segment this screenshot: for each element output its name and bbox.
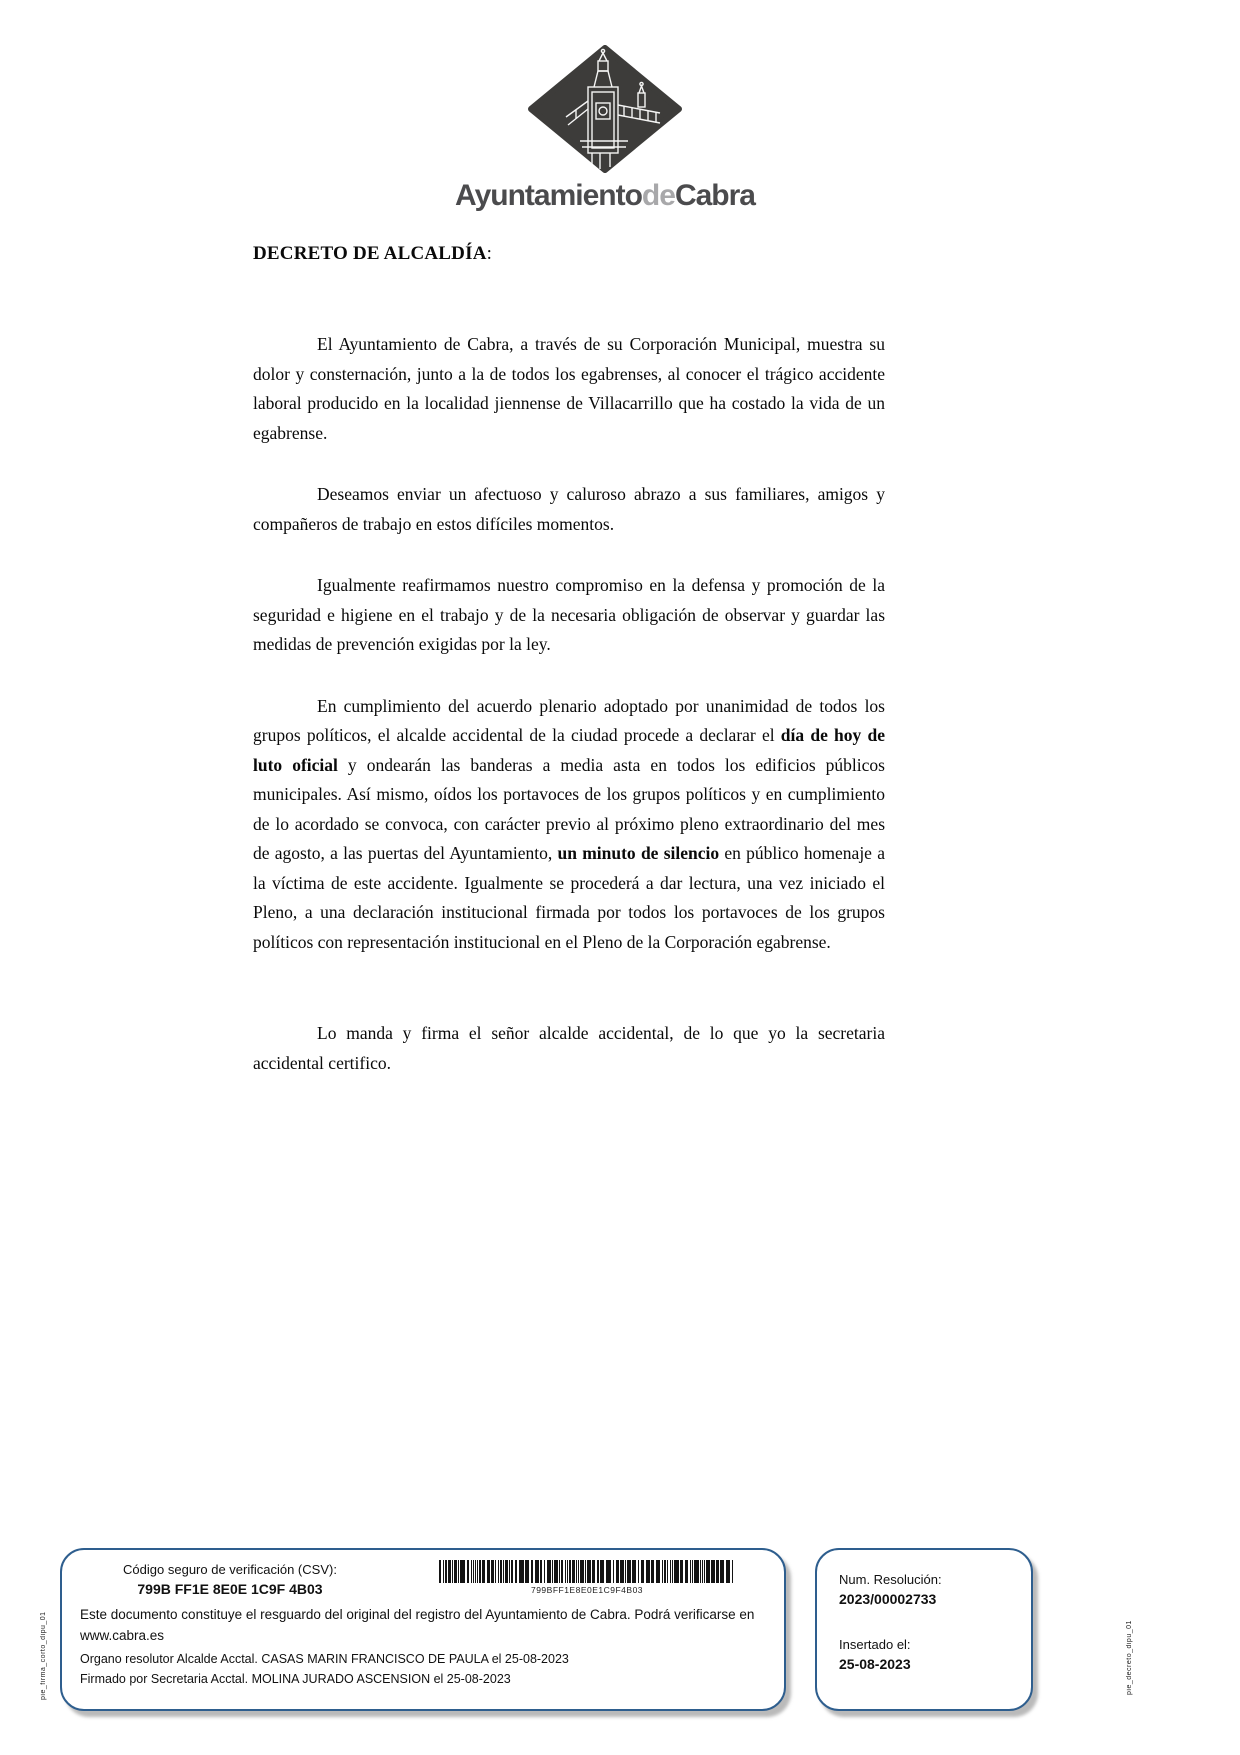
- document-body: [253, 330, 885, 1110]
- verification-box: [60, 1548, 786, 1711]
- csv-label: Código seguro de verificación (CSV):: [123, 1562, 337, 1577]
- verification-text: Este documento constituye el resguardo del original del registro del Ayuntamiento de Cabra. Podrá verificarse en www.cabra.es: [80, 1607, 755, 1643]
- resolution-number: 2023/00002733: [839, 1591, 937, 1607]
- resolution-label: Num. Resolución:: [839, 1572, 942, 1587]
- inserted-date: 25-08-2023: [839, 1656, 911, 1672]
- signed-line: Firmado por Secretaria Acctal. MOLINA JURADO ASCENSION el 25-08-2023: [80, 1672, 511, 1686]
- decree-title-text: DECRETO DE ALCALDÍA: [253, 243, 487, 264]
- logo-text-ayuntamiento: Ayuntamiento: [455, 179, 642, 212]
- csv-code: 799B FF1E 8E0E 1C9F 4B03: [137, 1581, 323, 1597]
- barcode: [421, 1560, 753, 1583]
- inserted-label: Insertado el:: [839, 1637, 911, 1652]
- town-hall-logo: [0, 45, 1210, 213]
- cabra-monument-icon: [526, 45, 684, 173]
- resolutor-line: Organo resolutor Alcalde Acctal. CASAS MARIN FRANCISCO DE PAULA el 25-08-2023: [80, 1652, 569, 1666]
- decree-title-colon: :: [486, 243, 493, 264]
- resolution-spacer: [839, 1607, 1031, 1637]
- side-code-right: pie_decreto_dipu_01: [1126, 1620, 1133, 1695]
- paragraph: Deseamos enviar un afectuoso y caluroso abrazo a sus familiares, amigos y compañeros de trabajo en estos difíciles momentos.: [253, 484, 885, 534]
- barcode-text: 799BFF1E8E0E1C9F4B03: [530, 1585, 644, 1595]
- logo-text-de: de: [641, 179, 675, 212]
- paragraph: En cumplimiento del acuerdo plenario adoptado por unanimidad de todos los grupos políticos, el alcalde accidental de la ciudad procede a declarar el día de hoy de luto oficial y ondearán las banderas a media asta en todos los edificios públicos municipales. Así mismo, oídos los portavoces de los grupos políticos y en cumplimiento de lo acordado se convoca, con carácter previo al próximo pleno extraordinario del mes de agosto, a las puertas del Ayuntamiento, un minuto de silencio en público homenaje a la víctima de este accidente. Igualmente se procederá a dar lectura, una vez iniciado el Pleno, a una declaración institucional firmada por todos los portavoces de los grupos políticos con representación institucional en el Pleno de la Corporación egabrense.: [253, 695, 885, 952]
- barcode-block: [380, 1558, 766, 1595]
- decree-title: [253, 243, 492, 265]
- side-code-left: pie_firma_corto_dipu_01: [40, 1611, 47, 1700]
- csv-block: [80, 1558, 380, 1597]
- resolution-box: [815, 1548, 1033, 1711]
- paragraph: Igualmente reafirmamos nuestro compromiso en la defensa y promoción de la seguridad e higiene en el trabajo y de la necesaria obligación de observar y guardar las medidas de prevención exigidas por la ley.: [253, 575, 885, 654]
- logo-text-cabra: Cabra: [674, 179, 755, 212]
- csv-row: [80, 1558, 766, 1597]
- logo-wordmark: [0, 179, 1210, 213]
- paragraph: El Ayuntamiento de Cabra, a través de su Corporación Municipal, muestra su dolor y consternación, junto a la de todos los egabrenses, al conocer el trágico accidente laboral producido en la localidad jiennense de Villacarrillo que ha costado la vida de un egabrense.: [253, 334, 885, 443]
- signature-lines: [80, 1649, 766, 1689]
- paragraph: Lo manda y firma el señor alcalde accidental, de lo que yo la secretaria accidental certifico.: [253, 1023, 885, 1073]
